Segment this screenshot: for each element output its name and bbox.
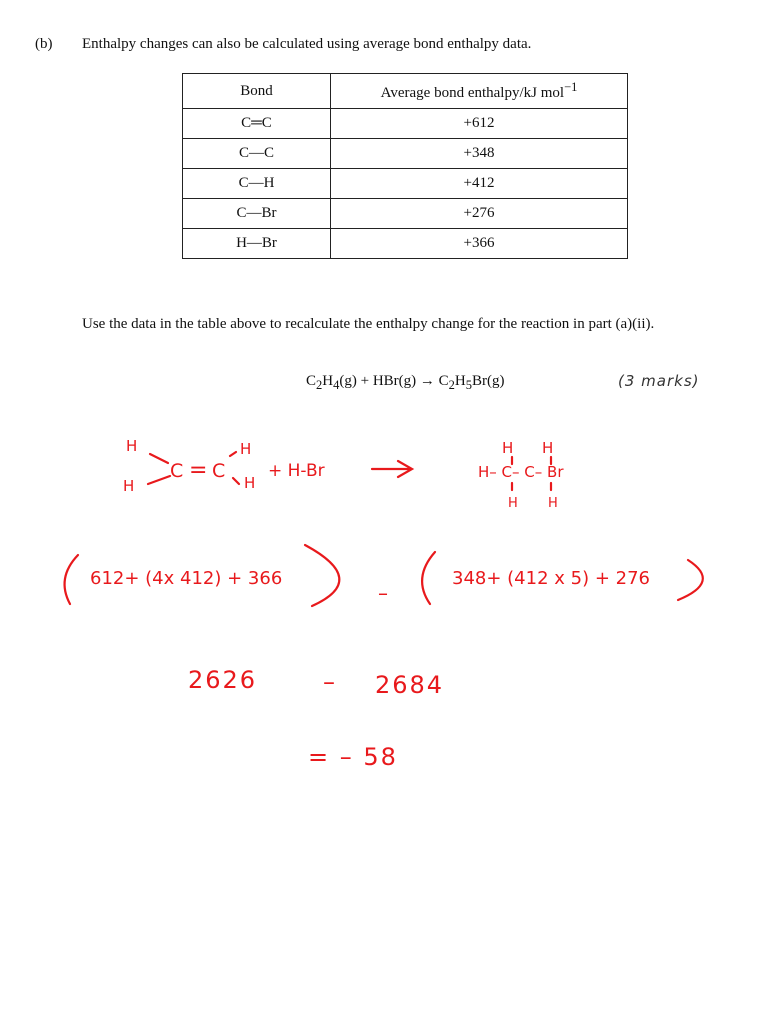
enthalpy-cell: +612	[331, 109, 628, 139]
close-bracket-icon	[678, 560, 703, 600]
question-text: Enthalpy changes can also be calculated using average bond enthalpy data.	[82, 36, 532, 52]
eq-sub: 2	[448, 378, 455, 392]
eq-sub: 4	[333, 378, 340, 392]
bond-cell: C—Br	[183, 199, 331, 229]
instruction-text: Use the data in the table above to recalculate the enthalpy change for the reaction in part (a)(ii).	[82, 316, 655, 332]
enthalpy-cell: +412	[331, 169, 628, 199]
bond-line	[148, 476, 170, 484]
header-enthalpy-unit-exponent: −1	[564, 80, 578, 94]
bond-line	[230, 452, 236, 456]
bond-cell: C═C	[183, 109, 331, 139]
bonds-broken-expression: 612+ (4x 412) + 366	[90, 568, 283, 589]
eq-hbr: HBr(g)	[372, 373, 417, 389]
open-bracket-icon	[422, 552, 435, 604]
h-atom: H	[502, 439, 514, 457]
minus-sign: –	[323, 668, 335, 696]
enthalpy-cell: +276	[331, 199, 628, 229]
double-bond: =	[189, 458, 208, 483]
bromoethane-structure	[478, 439, 564, 511]
eq-h: H	[454, 373, 466, 389]
eq-c: C	[438, 373, 449, 389]
bond-line	[233, 478, 239, 484]
bond-line	[150, 454, 168, 463]
eq-plus: +	[360, 373, 370, 389]
h-atom: H	[542, 439, 554, 457]
eq-sub: 2	[316, 378, 323, 392]
eq-arrow: →	[419, 373, 435, 389]
close-bracket-icon	[305, 545, 339, 606]
bonds-formed-total: 2684	[375, 671, 445, 699]
reaction-arrow-icon	[372, 461, 412, 477]
final-answer: = – 58	[308, 743, 398, 771]
h-atom: H	[240, 440, 252, 458]
open-bracket-icon	[65, 555, 78, 604]
bond-cell: H—Br	[183, 229, 331, 259]
eq-sub: 5	[465, 378, 473, 392]
product-chain: H– C– C– Br	[478, 463, 564, 481]
eq-c: C	[306, 373, 317, 389]
bond-cell: C—C	[183, 139, 331, 169]
bonds-broken-total: 2626	[188, 666, 258, 694]
h-atom: H	[244, 474, 256, 492]
eq-state: (g)	[339, 373, 357, 389]
c-atom: C	[170, 460, 184, 482]
bond-cell: C—H	[183, 169, 331, 199]
plus-hbr: + H-Br	[268, 461, 325, 481]
bonds-formed-expression: 348+ (412 x 5) + 276	[452, 568, 650, 589]
header-enthalpy-text: Average bond enthalpy/kJ mol	[380, 85, 565, 101]
minus-sign: –	[378, 581, 388, 605]
eq-h: H	[322, 373, 334, 389]
eq-rest: Br(g)	[472, 373, 505, 389]
enthalpy-cell: +348	[331, 139, 628, 169]
marks-note: (3 marks)	[618, 372, 700, 390]
question-label: (b)	[35, 36, 53, 52]
c-atom: C	[212, 460, 226, 482]
enthalpy-cell: +366	[331, 229, 628, 259]
h-atom: H	[508, 496, 518, 511]
ethene-structure	[123, 437, 255, 495]
h-atom: H	[548, 496, 558, 511]
h-atom: H	[123, 477, 135, 495]
h-atom: H	[126, 437, 138, 455]
header-bond: Bond	[183, 74, 331, 109]
